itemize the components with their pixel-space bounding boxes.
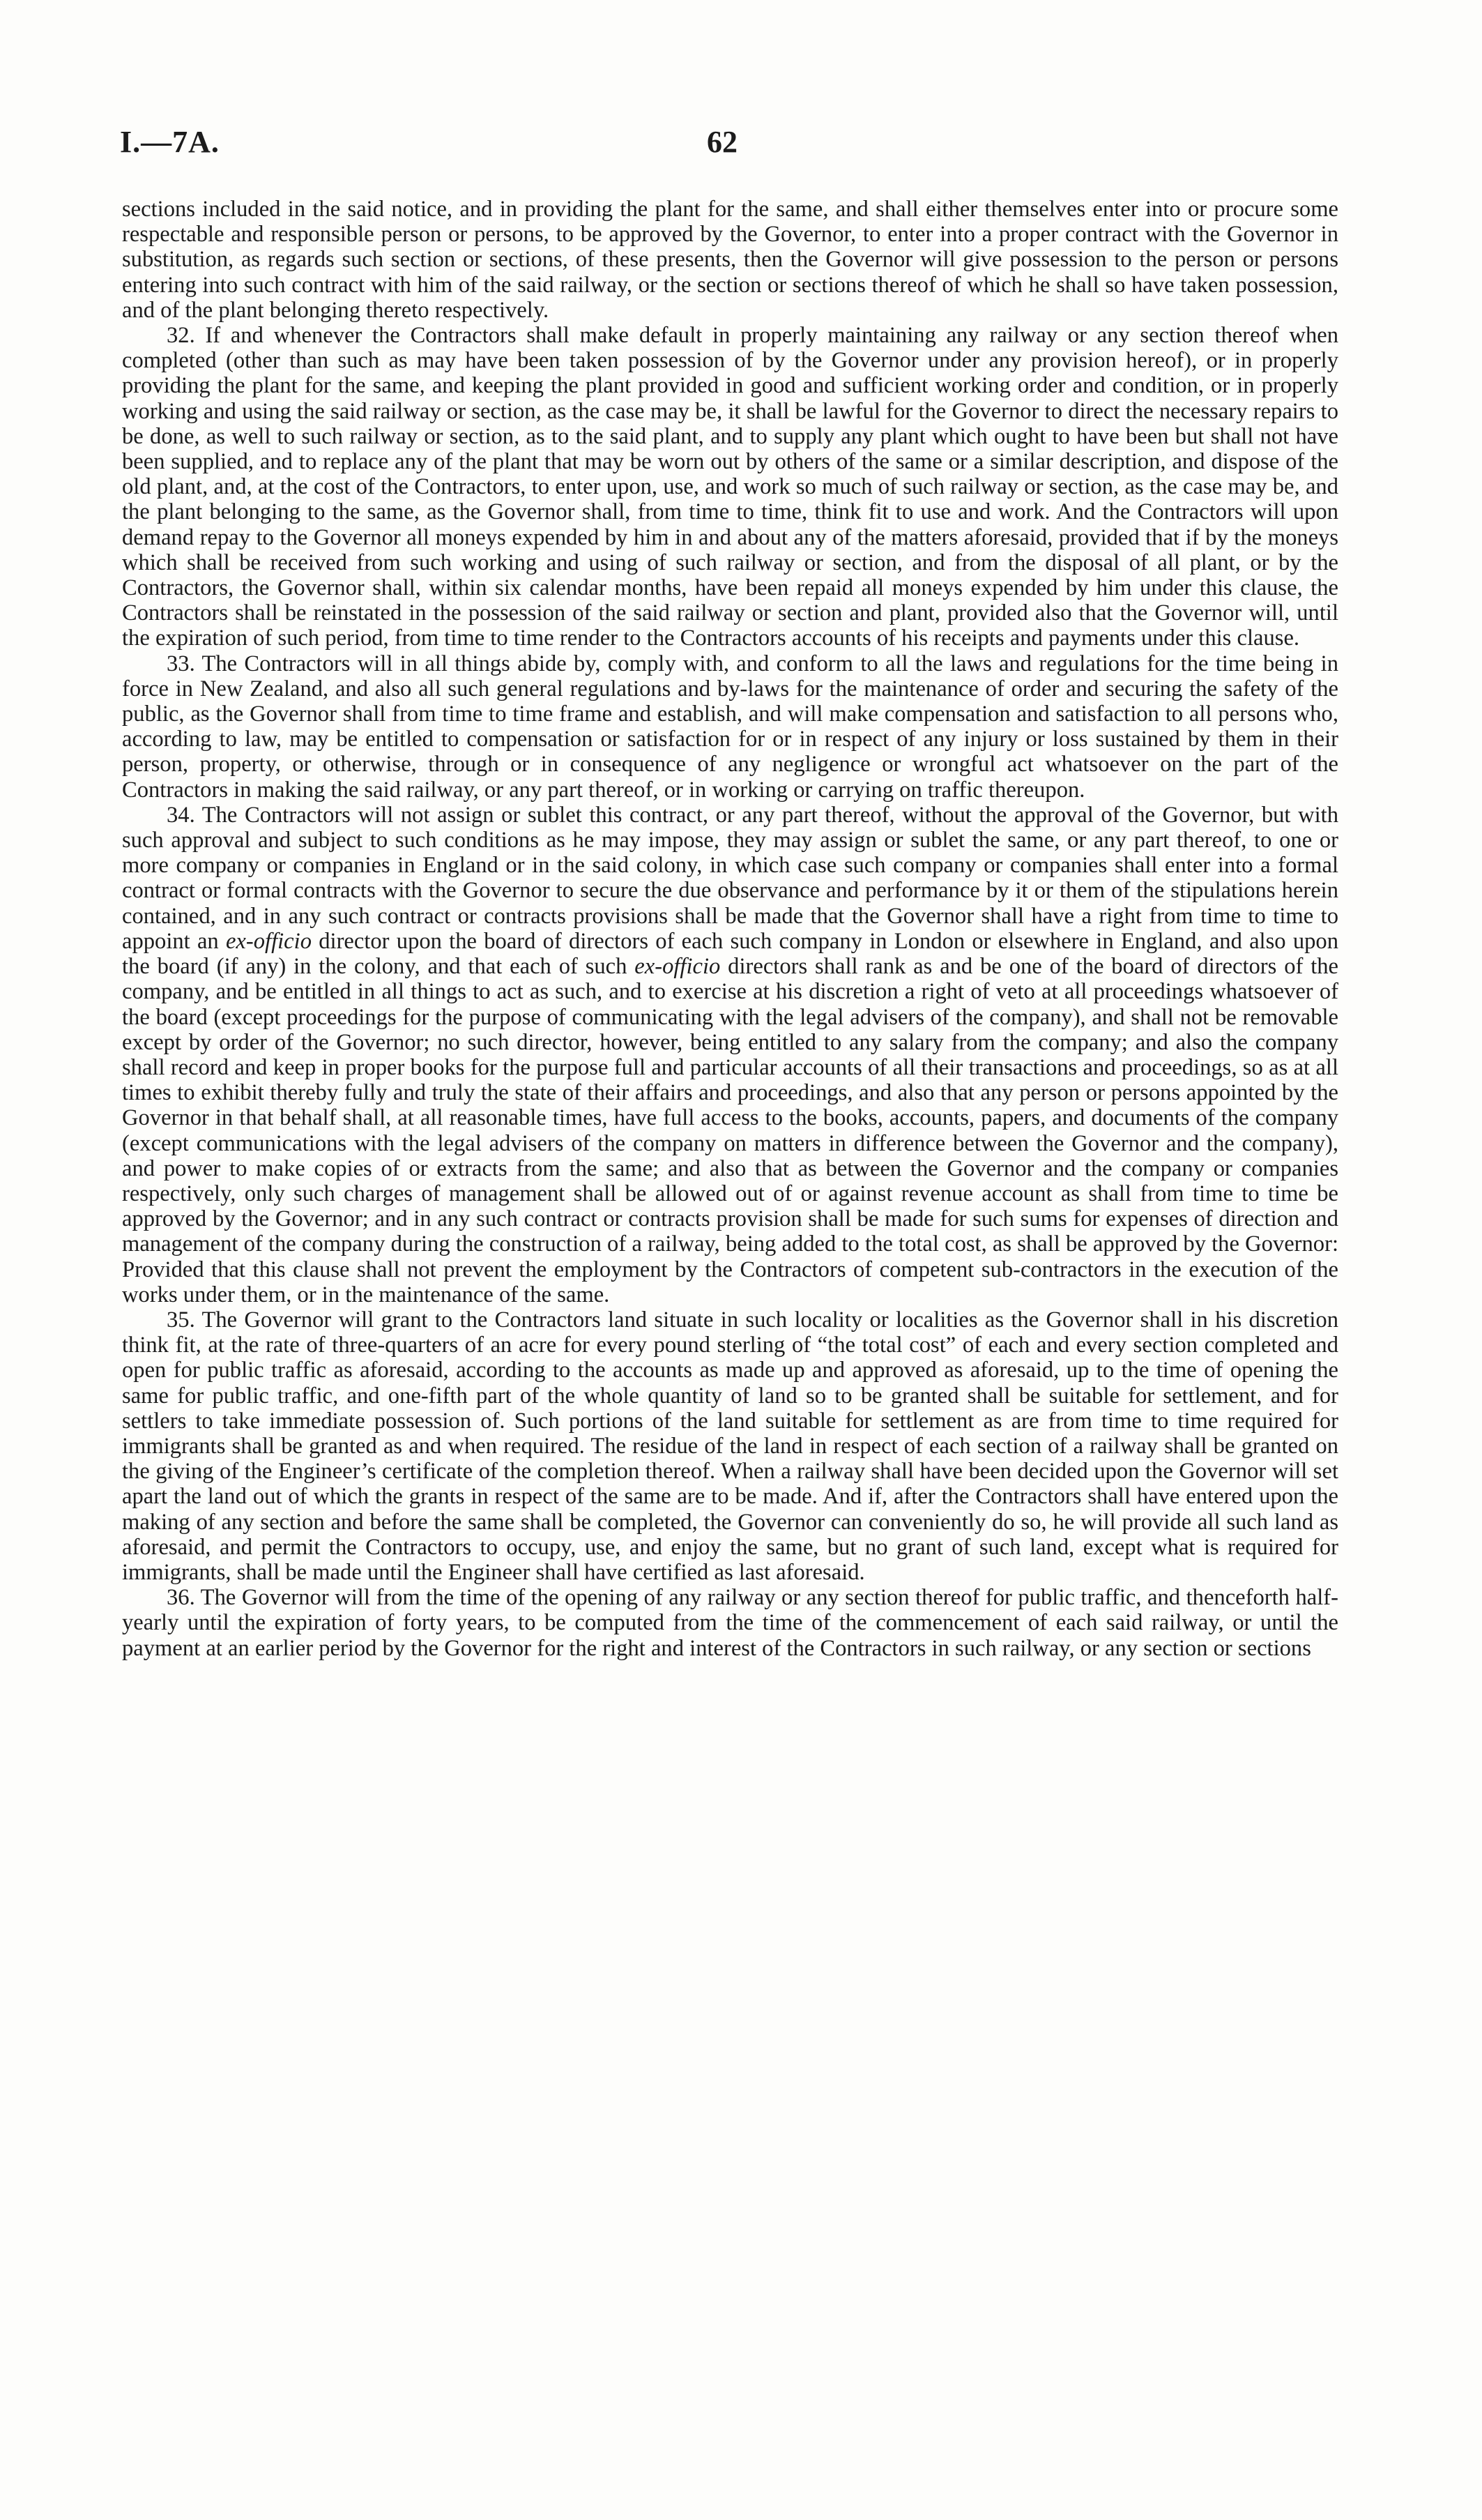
document-reference: I.—7A. [120,125,220,159]
text-segment: 36. The Governor will from the time of the opening of any railway or any section thereof for public traffic, and thenceforth half-yearly until the expiration of forty years, to be computed from the time of the commencement of each said railway, or until the payment at an earlier period by the Governor for the right and interest of the Contractors in such railway, or any section or sections [122,1585,1338,1661]
text-segment: sections included in the said notice, and in providing the plant for the same, and shall either themselves enter into or procure some respectable and responsible person or persons, to be approved by the Governor, to enter into a proper contract with the Governor in substitution, as regards such section or sections, of these presents, then the Governor will give possession to the person or persons entering into such contract with him of the said railway, or the section or sections thereof of which he shall so have taken possession, and of the plant belonging thereto respectively. [122,197,1338,323]
text-segment: 32. If and whenever the Contractors shall make default in properly maintaining any railway or any section thereof when completed (other than such as may have been taken possession of by the Governor under any provision hereof), or in properly providing the plant for the same, and keeping the plant provided in good and sufficient working order and condition, or in properly working and using the said railway or section, as the case may be, it shall be lawful for the Governor to direct the necessary repairs to be done, as well to such railway or section, as to the said plant, and to supply any plant which ought to have been but shall not have been supplied, and to replace any of the plant that may be worn out by others of the same or a similar description, and dispose of the old plant, and, at the cost of the Contractors, to enter upon, use, and work so much of such railway or section, as the case may be, and the plant belonging to the same, as the Governor shall, from time to time, think fit to use and work. And the Contractors will upon demand repay to the Governor all moneys expended by him in and about any of the matters aforesaid, provided that if by the moneys which shall be received from such working and using of such railway or section, and from the disposal of all plant, or by the Contractors, the Governor shall, within six calendar months, have been repaid all moneys expended by him under this clause, the Contractors shall be reinstated in the possession of the said railway or section and plant, provided also that the Governor will, until the expiration of such period, from time to time render to the Contractors accounts of his receipts and payments under this clause. [122,323,1338,651]
clause-36 [122,1585,1338,1661]
text-segment: directors shall rank as and be one of the board of directors of the company, and be entitled in all things to act as such, and to exercise at his discretion a right of veto at all proceedings whatsoever of the board (except proceedings for the purpose of communicating with the legal advisers of the company), and shall not be removable except by order of the Governor; no such director, however, being entitled to any salary from the company; and also the company shall record and keep in proper books for the purpose full and particular accounts of all their transactions and proceedings, so as at all times to exhibit thereby fully and truly the state of their affairs and proceedings, and also that any person or persons appointed by the Governor in that behalf shall, at all reasonable times, have full access to the books, accounts, papers, and documents of the company (except communications with the legal advisers of the company on matters in difference between the Governor and the company), and power to make copies of or extracts from the same; and also that as between the Governor and the company or companies respectively, only such charges of management shall be allowed out of or against revenue account as shall from time to time be approved by the Governor; and in any such contract or contracts provision shall be made for such sums for expenses of direction and management of the company during the construction of a railway, being added to the total cost, as shall be approved by the Governor: Provided that this clause shall not prevent the employment by the Contractors of competent sub-contractors in the execution of the works under them, or in the maintenance of the same. [122,954,1339,1307]
clause-35 [122,1307,1338,1585]
body-text [122,197,1338,1661]
text-segment: director upon the board of directors of each such company in London or elsewhere in England, and also upon the board (if any) in the colony, and that each of such [122,928,1338,980]
italic-term: ex-officio [225,928,312,954]
clause-33 [122,651,1338,803]
paragraph-continuation [122,197,1338,323]
page-header [120,124,1375,166]
clause-34 [122,803,1338,1307]
text-segment: 34. The Contractors will not assign or sublet this contract, or any part thereof, without the approval of the Governor, but with such approval and subject to such conditions as he may impose, they may assign or sublet the same, or any part thereof, to one or more company or companies in England or in the said colony, in which case such company or companies shall enter into a formal contract or formal contracts with the Governor to secure the due observance and performance by it or them of the stipulations herein contained, and in any such contract or contracts provisions shall be made that the Governor shall have a right from time to time to appoint an [122,802,1338,954]
page-number: 62 [707,125,738,159]
italic-term: ex-officio [634,954,721,980]
clause-32 [122,323,1338,651]
text-segment: 33. The Contractors will in all things abide by, comply with, and conform to all the laws and regulations for the time being in force in New Zealand, and also all such general regulations and by-laws for the maintenance of order and securing the safety of the public, as the Governor shall from time to time frame and establish, and will make compensation and satisfaction to all persons who, according to law, may be entitled to compensation or satisfaction for or in respect of any injury or loss sustained by them in their person, property, or otherwise, through or in consequence of any negligence or wrongful act whatsoever on the part of the Contractors in making the said railway, or any part thereof, or in working or carrying on traffic thereupon. [122,651,1338,803]
text-segment: 35. The Governor will grant to the Contractors land situate in such locality or localities as the Governor shall in his discretion think fit, at the rate of three-quarters of an acre for every pound sterling of “the total cost” of each and every section completed and open for public traffic as aforesaid, according to the accounts as made up and approved as aforesaid, up to the time of opening the same for public traffic, and one-fifth part of the whole quantity of land so to be granted shall be suitable for settlement, and for settlers to take immediate possession of. Such portions of the land suitable for settlement as are from time to time required for immigrants shall be granted as and when required. The residue of the land in respect of each section of a railway shall be granted on the giving of the Engineer’s certificate of the completion thereof. When a railway shall have been decided upon the Governor will set apart the land out of which the grants in respect of the same are to be made. And if, after the Contractors shall have entered upon the making of any section and before the same shall be completed, the Governor can conveniently do so, he will provide all such land as aforesaid, and permit the Contractors to occupy, use, and enjoy the same, but no grant of such land, except what is required for immigrants, shall be made until the Engineer shall have certified as last aforesaid. [122,1307,1338,1585]
